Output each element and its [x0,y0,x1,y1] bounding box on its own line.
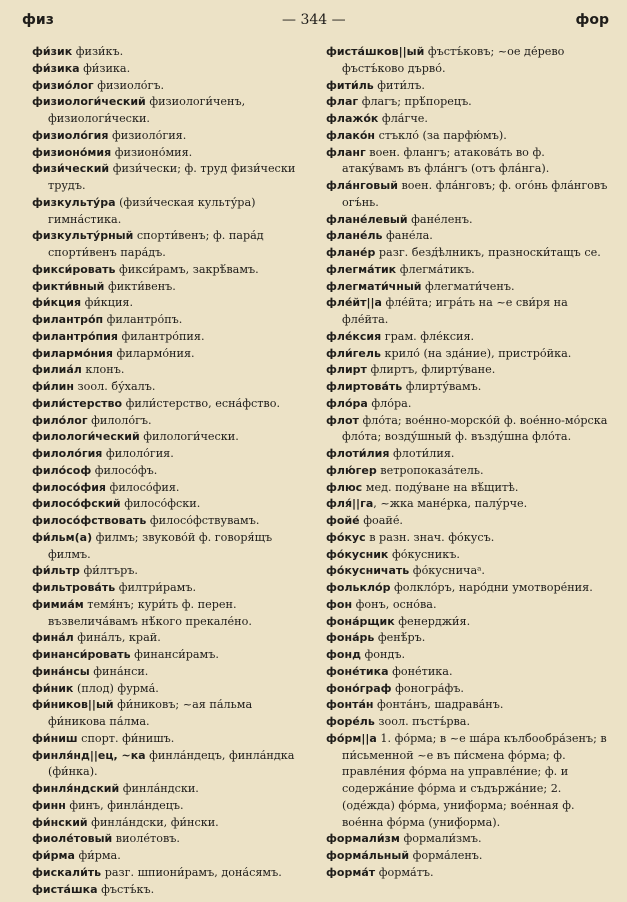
dictionary-entry [326,580,610,597]
entry-translation: физиологи́ченъ, физиологи́чески. [48,95,246,125]
entry-translation: фоногра́фъ. [391,681,464,695]
entry-headword: фланг [326,145,366,159]
right-column [326,44,610,882]
entry-headword: филиа́л [32,363,82,377]
dictionary-entry [32,496,312,513]
dictionary-entry [326,681,610,698]
header-left-guide-word: физ [22,12,54,28]
entry-translation: форма́тъ. [375,865,434,879]
entry-headword: фискали́ть [32,865,102,879]
entry-headword: фи́ник [32,681,74,695]
entry-translation: фо́кусникъ. [388,547,460,561]
entry-translation: , ~жка мане́рка, палу́рче. [373,497,528,511]
entry-headword: флюс [326,480,363,494]
entry-headword: финн [32,798,66,812]
left-column [32,44,312,898]
entry-headword: филармо́ния [32,346,113,360]
dictionary-entry [326,396,610,413]
dictionary-entry [326,362,610,379]
entry-headword: фона́рщик [326,614,395,628]
entry-translation: физи́чески; ф. труд физи́чески трудъ. [48,162,296,192]
entry-headword: фоно́граф [326,681,392,695]
entry-headword: флоти́лия [326,447,390,460]
entry-headword: физкульту́рный [32,229,134,243]
entry-headword: флот [326,413,359,427]
dictionary-entry [32,312,312,329]
entry-translation: финанси́рамъ. [130,648,219,661]
entry-translation: филантро́пъ. [103,313,183,326]
entry-headword: форма́льный [326,849,410,862]
dictionary-entry [326,111,610,128]
dictionary-entry [326,212,610,229]
entry-translation: фолкло́ръ, наро́дни умотворе́ния. [390,581,593,594]
entry-headword: фикти́вный [32,279,105,293]
entry-headword: финля́ндский [32,782,120,795]
entry-headword: фи́лин [32,380,74,393]
entry-headword: фонд [326,648,361,661]
entry-translation: физиоло́гия. [108,128,187,142]
entry-translation: спорти́венъ; ф. пара́д спорти́венъ пара́дъ. [48,229,264,259]
entry-translation: зоол. пъстъ́рва. [374,715,471,728]
entry-translation: фи́лтъръ. [79,564,138,578]
entry-translation: фикти́венъ. [104,279,176,293]
entry-translation: филологи́чески. [139,430,239,444]
entry-headword: финля́нд||ец, ~ка [32,748,146,762]
dictionary-entry [32,379,312,396]
entry-translation: ветропоказа́тель. [376,463,484,477]
dictionary-entry [326,446,610,463]
dictionary-entry [32,697,312,731]
entry-headword: фикси́ровать [32,262,116,276]
entry-translation: (физи́ческая культу́ра) гимна́стика. [48,195,256,226]
entry-translation: фенерджи́я. [394,614,471,628]
dictionary-entry [32,78,312,95]
entry-translation: флиртъ, флирту́ване. [366,363,496,377]
entry-translation: темя́нъ; кури́ть ф. перен. възвелича́вамъ нѣ́кого прекале́но. [48,597,252,628]
entry-headword: фо́кусник [326,547,389,561]
entry-translation: флагъ; прѣ́порецъ. [358,95,472,109]
dictionary-entry [32,128,312,145]
entry-translation: фъстъ́ковъ; ~ое де́рево фъстъ́ково дърво́. [342,45,565,75]
entry-headword: флиртова́ть [326,380,403,393]
entry-headword: фли́гель [326,346,381,360]
entry-translation: филосо́фски. [120,497,201,511]
entry-headword: фон [326,597,353,611]
entry-translation: фикси́рамъ, закрѣ́вамъ. [115,262,259,276]
entry-headword: фиста́шка [32,882,98,896]
entry-translation: спорт. фи́нишъ. [77,731,175,745]
dictionary-entry [326,547,610,564]
entry-headword: фи́рма [32,849,75,862]
entry-headword: фле́ксия [326,329,382,343]
entry-translation: фло́ра. [367,396,412,410]
dictionary-entry [326,295,610,329]
entry-translation: фи́кция. [81,296,134,310]
page-number: — 344 — [282,12,346,28]
dictionary-entry [32,413,312,430]
entry-headword: физиологи́ческий [32,95,146,109]
entry-headword: флако́н [326,128,376,142]
dictionary-entry [326,496,610,513]
dictionary-entry [32,630,312,647]
entry-headword: фи́льтр [32,564,80,578]
dictionary-entry [32,94,312,128]
entry-headword: флирт [326,363,367,377]
header-right-guide-word: фор [575,12,609,28]
entry-headword: флане́р [326,246,376,259]
entry-translation: фо́кусничаᵃ. [409,564,485,578]
entry-translation: виоле́товъ. [112,832,180,846]
dictionary-entry [326,128,610,145]
entry-translation: грам. фле́ксия. [381,329,475,343]
entry-translation: филосо́фия. [106,480,180,494]
entry-headword: флегма́тик [326,262,397,276]
dictionary-entry [32,597,312,631]
entry-translation: фина́лъ, край. [73,631,161,645]
entry-translation: филмъ; звуково́й ф. говоря́щъ филмъ. [48,530,273,561]
dictionary-entry [32,346,312,363]
entry-headword: фимиа́м [32,597,84,611]
entry-translation: зоол. бу́халъ. [74,380,156,393]
entry-headword: филоло́гия [32,447,103,460]
entry-translation: филосо́фствувамъ. [146,514,260,527]
entry-headword: фина́нсы [32,664,90,678]
entry-headword: фиоле́товый [32,832,113,846]
entry-translation: флоти́лия. [389,447,455,460]
dictionary-entry [32,865,312,882]
entry-headword: фи́ниш [32,731,78,745]
entry-headword: филологи́ческий [32,430,140,444]
dictionary-entry [32,396,312,413]
entry-translation: филоло́гия. [102,447,174,460]
entry-translation: фле́йта; игра́ть на ~е сви́ря на фле́йта. [342,296,568,326]
dictionary-entry [326,714,610,731]
dictionary-entry [32,513,312,530]
entry-headword: фойе́ [326,514,360,527]
entry-headword: фо́рм||а [326,731,377,745]
entry-translation: филармо́ния. [112,346,195,360]
dictionary-entry [32,781,312,798]
dictionary-entry [32,647,312,664]
entry-translation: формали́змъ. [399,832,482,846]
entry-translation: фондъ. [360,648,406,661]
dictionary-entry [32,664,312,681]
entry-headword: фи́нский [32,815,88,829]
entry-headword: фиста́шков||ый [326,45,425,58]
entry-translation: крило́ (на зда́ние), пристро́йка. [380,346,572,360]
dictionary-entry [32,228,312,262]
dictionary-entry [32,831,312,848]
entry-headword: фо́кус [326,530,366,544]
entry-translation: физиоло́гъ. [93,78,165,92]
entry-translation: фина́нси. [89,664,149,678]
entry-translation: фи́зика. [79,61,131,75]
entry-translation: разг. безд́ѣлникъ, празноски́тащъ се. [375,246,601,259]
entry-translation: 1. фо́рма; в ~е ша́ра кълбообра́зенъ; в пи́сьменной ~е въ пи́смена фо́рма; ф. правле́ния фо́рма на управле́ние; ф. и содержа́ние фо́рма и съдържа́ние; 2. (оде́жда) фо́рма, униф́орма; вое́нная ф. вое́нна фо́рма (униф́орма). [342,731,607,829]
entry-translation: воен. флангъ; атакова́ть во ф. атаку́вамъ въ фла́нгъ (отъ фла́нга). [342,145,550,176]
entry-translation: фане́ленъ. [407,212,473,226]
entry-translation: фло́та; вое́нно-морско́й ф. вое́нно-мо́рска фло́та; возду́шный ф. възду́шна фло́та. [342,413,608,444]
entry-headword: флане́ль [326,229,383,243]
dictionary-entry [32,530,312,564]
entry-translation: мед. поду́ване на вѣ́щитѣ. [362,480,519,494]
entry-translation: фенѣ́ръ. [374,631,426,645]
entry-headword: фи́зика [32,61,80,75]
entry-headword: физио́лог [32,78,94,92]
dictionary-entry [32,262,312,279]
dictionary-entry [32,748,312,782]
entry-headword: фла́нговый [326,179,398,192]
dictionary-entry [32,563,312,580]
dictionary-entry [326,731,610,832]
dictionary-entry [326,262,610,279]
entry-headword: фи́кция [32,296,82,310]
entry-headword: фона́рь [326,631,375,645]
entry-headword: фолькло́р [326,581,391,594]
dictionary-entry [32,195,312,229]
entry-headword: физи́ческий [32,162,110,176]
entry-headword: фоне́тика [326,664,389,678]
entry-translation: финъ, финла́ндецъ. [65,798,184,812]
dictionary-entry [326,664,610,681]
entry-headword: фонта́н [326,698,374,712]
dictionary-entry [326,413,610,447]
dictionary-entry [326,44,610,78]
dictionary-entry [326,597,610,614]
entry-translation: форма́ленъ. [409,849,483,862]
entry-translation: филосо́фъ. [91,463,158,477]
entry-headword: филосо́фия [32,480,106,494]
entry-headword: филантро́пия [32,329,118,343]
dictionary-entry [32,429,312,446]
entry-translation: клонъ. [81,363,125,377]
dictionary-entry [32,463,312,480]
dictionary-entry [32,161,312,195]
entry-translation: фоне́тика. [388,664,453,678]
dictionary-entry [326,463,610,480]
entry-translation: фонта́нъ, шадрава́нъ. [373,698,504,712]
dictionary-entry [32,145,312,162]
entry-translation: фъстъ́къ. [97,882,155,896]
entry-translation: фили́стерство, есна́фство. [122,396,281,410]
entry-headword: фи́льм(а) [32,530,93,544]
entry-translation: финла́ндецъ, финла́ндка (фи́нка). [48,748,295,779]
entry-translation: фити́лъ. [373,78,425,92]
dictionary-entry [32,580,312,597]
entry-headword: формали́зм [326,832,400,846]
entry-translation: фоайе́. [359,514,403,527]
entry-translation: стъкло́ (за парфю́мъ). [375,128,507,142]
dictionary-entry [32,798,312,815]
entry-translation: фи́никовъ; ~ая па́льма фи́никова па́лма. [48,698,253,728]
entry-headword: форма́т [326,865,376,879]
entry-headword: фило́лог [32,413,88,427]
entry-headword: филосо́фствовать [32,514,147,527]
page-header [22,12,609,34]
entry-headword: филосо́фский [32,497,121,511]
dictionary-entry [32,362,312,379]
entry-translation: флегмати́ченъ. [421,279,515,293]
entry-translation: филоло́гъ. [87,413,152,427]
entry-translation: в разн. знач. фо́кусъ. [365,530,495,544]
dictionary-entry [326,346,610,363]
dictionary-entry [326,513,610,530]
entry-headword: фле́йт||а [326,296,382,310]
entry-translation: воен. фла́нговъ; ф. ого́нь фла́нговъ огъ́нь. [342,179,608,209]
entry-headword: форе́ль [326,715,375,728]
dictionary-entry [326,245,610,262]
entry-headword: флаг [326,95,359,109]
entry-headword: флажо́к [326,112,379,125]
dictionary-entry [32,446,312,463]
entry-headword: флегмати́чный [326,279,422,293]
dictionary-entry [326,630,610,647]
entry-translation: филантро́пия. [117,329,205,343]
dictionary-entry [32,882,312,899]
entry-headword: фля́||га [326,497,374,511]
entry-translation: физи́къ. [72,45,124,58]
dictionary-entry [32,848,312,865]
dictionary-entry [326,848,610,865]
dictionary-entry [326,647,610,664]
entry-translation: фи́рма. [74,849,121,862]
entry-headword: фити́ль [326,78,374,92]
dictionary-entry [32,329,312,346]
entry-translation: фонъ, осно́ва. [352,597,437,611]
entry-translation: фла́гче. [378,112,428,125]
entry-headword: фи́зик [32,45,73,58]
entry-translation: разг. шпиони́рамъ, дона́сямъ. [101,865,282,879]
entry-headword: флю́гер [326,463,377,477]
entry-translation: филтри́рамъ. [115,581,197,594]
dictionary-entry [32,480,312,497]
dictionary-entry [326,865,610,882]
entry-headword: фило́соф [32,463,92,477]
entry-translation: финла́ндски. [119,782,199,795]
dictionary-entry [32,279,312,296]
dictionary-entry [326,614,610,631]
entry-translation: физионо́мия. [111,145,193,159]
dictionary-entry [32,815,312,832]
dictionary-entry [326,178,610,212]
entry-headword: флане́левый [326,212,408,226]
dictionary-entry [326,279,610,296]
dictionary-entry [326,94,610,111]
entry-translation: флирту́вамъ. [402,380,482,393]
dictionary-entry [326,563,610,580]
entry-headword: фо́кусничать [326,564,410,578]
dictionary-entry [326,145,610,179]
entry-translation: фане́ла. [382,229,433,243]
dictionary-entry [326,329,610,346]
dictionary-entry [32,295,312,312]
dictionary-entry [32,731,312,748]
entry-headword: филантро́п [32,313,104,326]
dictionary-entry [326,78,610,95]
entry-headword: физиоло́гия [32,128,109,142]
entry-headword: фло́ра [326,396,368,410]
dictionary-entry [326,228,610,245]
entry-headword: фи́ников||ый [32,698,114,712]
entry-translation: финла́ндски, фи́нски. [87,815,219,829]
dictionary-entry [326,480,610,497]
dictionary-entry [32,61,312,78]
dictionary-entry [326,379,610,396]
entry-headword: фильтрова́ть [32,581,116,594]
entry-headword: физкульту́ра [32,195,116,209]
dictionary-entry [326,530,610,547]
entry-headword: фина́л [32,631,74,645]
dictionary-entry [32,681,312,698]
entry-headword: финанси́ровать [32,648,131,661]
entry-translation: флегма́тикъ. [396,262,475,276]
dictionary-entry [326,831,610,848]
dictionary-entry [32,44,312,61]
dictionary-entry [326,697,610,714]
entry-headword: фили́стерство [32,396,123,410]
entry-translation: (плод) фурма́. [73,681,159,695]
entry-headword: физионо́мия [32,145,112,159]
